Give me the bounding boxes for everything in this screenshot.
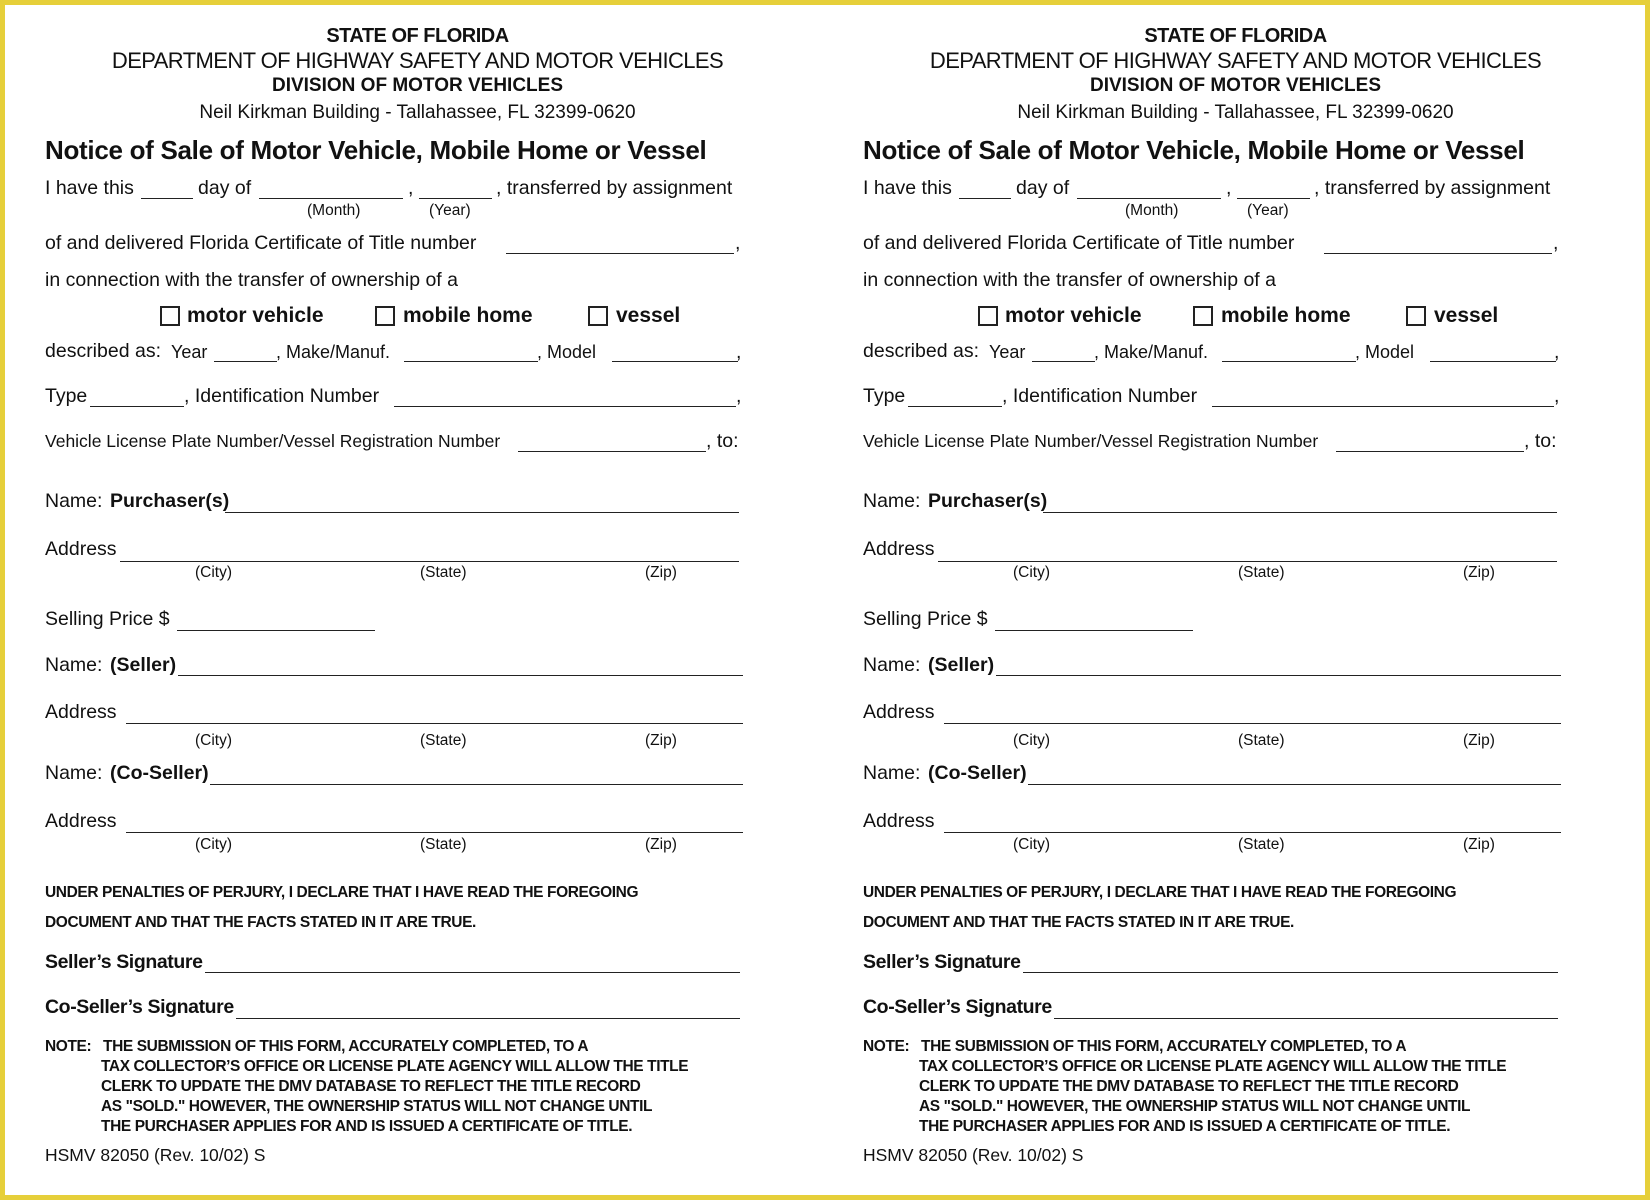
coseller-signature-label: Co-Seller’s Signature <box>45 996 234 1018</box>
make-field[interactable] <box>1222 361 1356 362</box>
city-caption: (City) <box>1013 836 1051 853</box>
seller-name-label: Name: <box>45 654 103 676</box>
vehicle-year-field[interactable] <box>214 361 277 362</box>
comma-mark: , <box>736 341 742 363</box>
note-line-5: THE PURCHASER APPLIES FOR AND IS ISSUED A CERTIFICATE OF TITLE. <box>101 1118 633 1135</box>
state-caption: (State) <box>1238 836 1285 853</box>
purchaser-role: Purchaser(s) <box>928 490 1048 512</box>
motor-vehicle-checkbox[interactable] <box>978 306 998 326</box>
coseller-name-label: Name: <box>863 762 921 784</box>
purchaser-role: Purchaser(s) <box>110 490 230 512</box>
model-label: , Model <box>1355 342 1415 362</box>
make-label: , Make/Manuf. <box>1094 342 1209 362</box>
selling-price-label: Selling Price $ <box>45 608 170 630</box>
identification-field[interactable] <box>1212 406 1554 407</box>
form-title: Notice of Sale of Motor Vehicle, Mobile Home or Vessel <box>863 135 1525 165</box>
identification-label: , Identification Number <box>184 385 380 407</box>
intro-comma: , <box>408 177 414 199</box>
connection-text: in connection with the transfer of ownership of a <box>45 269 458 291</box>
coseller-signature-field[interactable] <box>236 1018 740 1019</box>
coseller-role: (Co-Seller) <box>928 762 1027 784</box>
mobile-home-checkbox[interactable] <box>375 306 395 326</box>
title-number-field[interactable] <box>1324 253 1552 254</box>
selling-price-field[interactable] <box>995 630 1193 631</box>
month-caption: (Month) <box>307 202 361 219</box>
seller-address-label: Address <box>863 701 935 723</box>
title-number-text: of and delivered Florida Certificate of Title number <box>45 232 477 254</box>
perjury-line-1: UNDER PENALTIES OF PERJURY, I DECLARE THAT I HAVE READ THE FOREGOING <box>45 884 639 901</box>
motor-vehicle-checkbox[interactable] <box>160 306 180 326</box>
note-line-3: CLERK TO UPDATE THE DMV DATABASE TO REFLECT THE TITLE RECORD <box>101 1078 641 1095</box>
seller-signature-field[interactable] <box>205 972 740 973</box>
described-as: described as: <box>45 340 161 362</box>
comma-mark: , <box>1554 341 1560 363</box>
purchaser-address-field[interactable] <box>120 561 739 562</box>
selling-price-label: Selling Price $ <box>863 608 988 630</box>
purchaser-address-label: Address <box>45 538 117 560</box>
note-label: NOTE: <box>863 1038 910 1055</box>
state-caption: (State) <box>420 732 467 749</box>
purchaser-name-field[interactable] <box>1043 512 1557 513</box>
purchaser-address-field[interactable] <box>938 561 1557 562</box>
to-label: , to: <box>1524 430 1557 452</box>
state-caption: (State) <box>1238 564 1285 581</box>
header-division: DIVISION OF MOTOR VEHICLES <box>1089 75 1381 96</box>
mobile-home-label: mobile home <box>403 304 533 327</box>
identification-field[interactable] <box>394 406 736 407</box>
purchaser-name-label: Name: <box>863 490 921 512</box>
vessel-checkbox[interactable] <box>588 306 608 326</box>
seller-signature-field[interactable] <box>1023 972 1558 973</box>
state-caption: (State) <box>420 564 467 581</box>
make-field[interactable] <box>404 361 538 362</box>
comma-mark: , <box>736 385 742 407</box>
zip-caption: (Zip) <box>645 564 677 581</box>
header-address: Neil Kirkman Building - Tallahassee, FL 32399-0620 <box>199 102 636 123</box>
coseller-role: (Co-Seller) <box>110 762 209 784</box>
selling-price-field[interactable] <box>177 630 375 631</box>
make-label: , Make/Manuf. <box>276 342 391 362</box>
intro-day-of: day of <box>198 177 252 199</box>
form-title: Notice of Sale of Motor Vehicle, Mobile Home or Vessel <box>45 135 707 165</box>
perjury-line-1: UNDER PENALTIES OF PERJURY, I DECLARE THAT I HAVE READ THE FOREGOING <box>863 884 1457 901</box>
coseller-address-field[interactable] <box>944 832 1561 833</box>
vehicle-year-label: Year <box>989 342 1026 362</box>
month-field[interactable] <box>1077 198 1221 199</box>
intro-transferred: , transferred by assignment <box>1314 177 1551 199</box>
day-field[interactable] <box>959 198 1011 199</box>
purchaser-address-label: Address <box>863 538 935 560</box>
type-label: Type <box>45 385 88 407</box>
form-number: HSMV 82050 (Rev. 10/02) S <box>45 1145 266 1165</box>
type-field[interactable] <box>908 406 1002 407</box>
type-label: Type <box>863 385 906 407</box>
city-caption: (City) <box>1013 732 1051 749</box>
note-line-4: AS "SOLD." HOWEVER, THE OWNERSHIP STATUS WILL NOT CHANGE UNTIL <box>919 1098 1471 1115</box>
header-division: DIVISION OF MOTOR VEHICLES <box>271 75 563 96</box>
intro-comma: , <box>1226 177 1232 199</box>
month-caption: (Month) <box>1125 202 1179 219</box>
header-state: STATE OF FLORIDA <box>326 25 509 47</box>
purchaser-name-label: Name: <box>45 490 103 512</box>
title-number-field[interactable] <box>506 253 734 254</box>
mobile-home-checkbox[interactable] <box>1193 306 1213 326</box>
comma-mark: , <box>735 232 741 254</box>
form-copy-right <box>818 0 1608 1200</box>
note-line-3: CLERK TO UPDATE THE DMV DATABASE TO REFLECT THE TITLE RECORD <box>919 1078 1459 1095</box>
month-field[interactable] <box>259 198 403 199</box>
coseller-name-field[interactable] <box>210 784 743 785</box>
coseller-address-field[interactable] <box>126 832 743 833</box>
vehicle-year-label: Year <box>171 342 208 362</box>
year-field[interactable] <box>1237 198 1310 199</box>
note-line-2: TAX COLLECTOR’S OFFICE OR LICENSE PLATE AGENCY WILL ALLOW THE TITLE <box>101 1058 689 1075</box>
note-line-1: THE SUBMISSION OF THIS FORM, ACCURATELY COMPLETED, TO A <box>921 1038 1407 1055</box>
coseller-signature-label: Co-Seller’s Signature <box>863 996 1052 1018</box>
mobile-home-label: mobile home <box>1221 304 1351 327</box>
zip-caption: (Zip) <box>645 836 677 853</box>
purchaser-name-field[interactable] <box>225 512 739 513</box>
intro-day-of: day of <box>1016 177 1070 199</box>
state-caption: (State) <box>420 836 467 853</box>
note-label: NOTE: <box>45 1038 92 1055</box>
vessel-checkbox[interactable] <box>1406 306 1426 326</box>
comma-mark: , <box>1553 232 1559 254</box>
vehicle-year-field[interactable] <box>1032 361 1095 362</box>
to-label: , to: <box>706 430 739 452</box>
seller-signature-label: Seller’s Signature <box>863 951 1021 973</box>
state-caption: (State) <box>1238 732 1285 749</box>
zip-caption: (Zip) <box>1463 564 1495 581</box>
vessel-label: vessel <box>616 304 681 327</box>
form-number: HSMV 82050 (Rev. 10/02) S <box>863 1145 1084 1165</box>
coseller-signature-field[interactable] <box>1054 1018 1558 1019</box>
title-number-text: of and delivered Florida Certificate of Title number <box>863 232 1295 254</box>
plate-field[interactable] <box>518 451 706 452</box>
zip-caption: (Zip) <box>1463 732 1495 749</box>
seller-role: (Seller) <box>110 654 177 676</box>
motor-vehicle-label: motor vehicle <box>1005 304 1142 327</box>
year-field[interactable] <box>419 198 492 199</box>
intro-transferred: , transferred by assignment <box>496 177 733 199</box>
identification-label: , Identification Number <box>1002 385 1198 407</box>
plate-field[interactable] <box>1336 451 1524 452</box>
intro-i-have-this: I have this <box>45 177 134 199</box>
note-line-2: TAX COLLECTOR’S OFFICE OR LICENSE PLATE AGENCY WILL ALLOW THE TITLE <box>919 1058 1507 1075</box>
type-field[interactable] <box>90 406 184 407</box>
model-label: , Model <box>537 342 597 362</box>
perjury-line-2: DOCUMENT AND THAT THE FACTS STATED IN IT ARE TRUE. <box>45 914 476 931</box>
seller-address-field[interactable] <box>126 723 743 724</box>
seller-name-field[interactable] <box>996 675 1561 676</box>
note-line-5: THE PURCHASER APPLIES FOR AND IS ISSUED A CERTIFICATE OF TITLE. <box>919 1118 1451 1135</box>
city-caption: (City) <box>195 836 233 853</box>
coseller-address-label: Address <box>863 810 935 832</box>
header-department: DEPARTMENT OF HIGHWAY SAFETY AND MOTOR VEHICLES <box>111 48 724 73</box>
city-caption: (City) <box>1013 564 1051 581</box>
vessel-label: vessel <box>1434 304 1499 327</box>
seller-address-field[interactable] <box>944 723 1561 724</box>
year-caption: (Year) <box>429 202 471 219</box>
day-field[interactable] <box>141 198 193 199</box>
note-line-4: AS "SOLD." HOWEVER, THE OWNERSHIP STATUS WILL NOT CHANGE UNTIL <box>101 1098 653 1115</box>
plate-label: Vehicle License Plate Number/Vessel Registration Number <box>45 431 501 451</box>
header-state: STATE OF FLORIDA <box>1144 25 1327 47</box>
header-address: Neil Kirkman Building - Tallahassee, FL 32399-0620 <box>1017 102 1454 123</box>
model-field[interactable] <box>1430 361 1556 362</box>
zip-caption: (Zip) <box>645 732 677 749</box>
perjury-line-2: DOCUMENT AND THAT THE FACTS STATED IN IT ARE TRUE. <box>863 914 1294 931</box>
comma-mark: , <box>1554 385 1560 407</box>
zip-caption: (Zip) <box>1463 836 1495 853</box>
connection-text: in connection with the transfer of ownership of a <box>863 269 1276 291</box>
city-caption: (City) <box>195 732 233 749</box>
note-line-1: THE SUBMISSION OF THIS FORM, ACCURATELY COMPLETED, TO A <box>103 1038 589 1055</box>
header-department: DEPARTMENT OF HIGHWAY SAFETY AND MOTOR VEHICLES <box>929 48 1542 73</box>
seller-address-label: Address <box>45 701 117 723</box>
plate-label: Vehicle License Plate Number/Vessel Registration Number <box>863 431 1319 451</box>
seller-name-field[interactable] <box>178 675 743 676</box>
motor-vehicle-label: motor vehicle <box>187 304 324 327</box>
seller-role: (Seller) <box>928 654 995 676</box>
form-copy-left <box>0 0 790 1200</box>
described-as: described as: <box>863 340 979 362</box>
seller-signature-label: Seller’s Signature <box>45 951 203 973</box>
city-caption: (City) <box>195 564 233 581</box>
year-caption: (Year) <box>1247 202 1289 219</box>
intro-i-have-this: I have this <box>863 177 952 199</box>
seller-name-label: Name: <box>863 654 921 676</box>
coseller-name-label: Name: <box>45 762 103 784</box>
coseller-name-field[interactable] <box>1028 784 1561 785</box>
model-field[interactable] <box>612 361 738 362</box>
coseller-address-label: Address <box>45 810 117 832</box>
